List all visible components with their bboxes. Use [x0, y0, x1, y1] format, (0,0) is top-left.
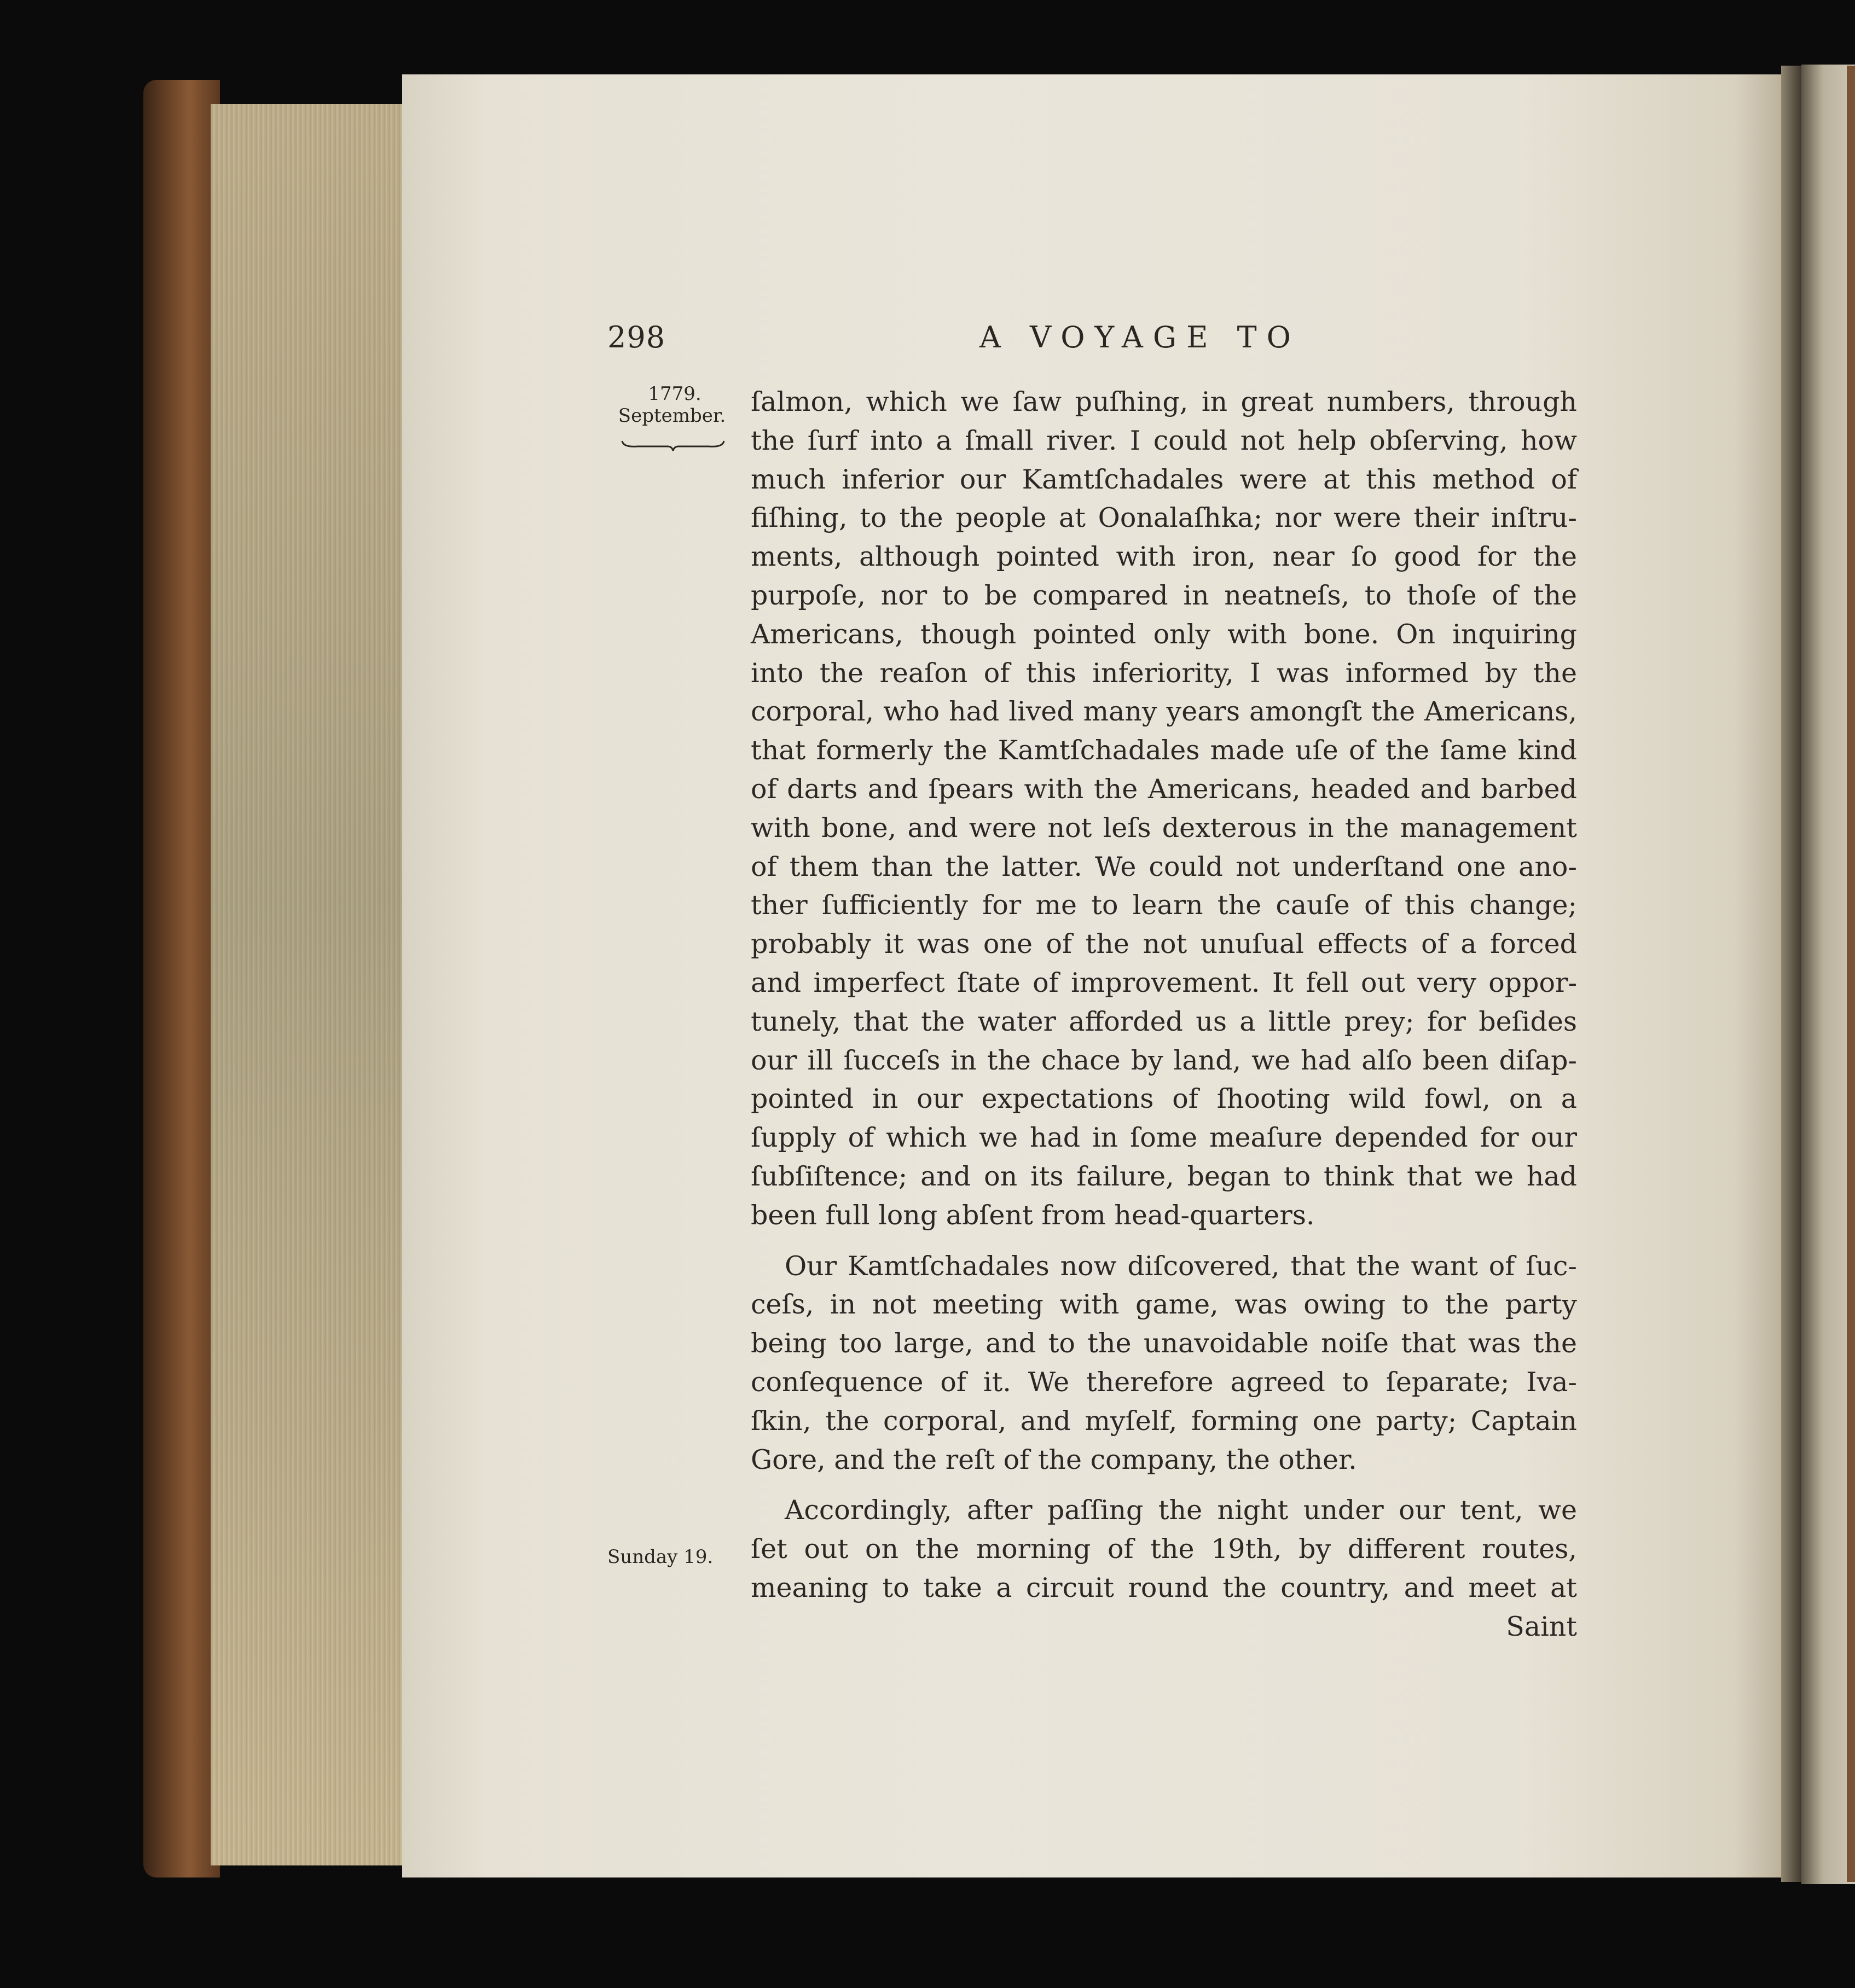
body-text [751, 383, 1577, 1647]
text-line: ceſs, in not meeting with game, was owing to the party [751, 1289, 1577, 1321]
catchword: Saint [1506, 1611, 1577, 1642]
text-line: tunely, that the water afforded us a little prey; for beſides [751, 1005, 1577, 1037]
text-line: of darts and ſpears with the Americans, headed and barbed [751, 773, 1577, 805]
text-line: ſkin, the corporal, and myſelf, forming one party; Captain [751, 1405, 1577, 1437]
paragraph-1 [751, 383, 1577, 1235]
text-line: been full long abſent from head-quarters. [751, 1199, 1315, 1231]
paragraph-gap [751, 1479, 1577, 1491]
page-number: 298 [607, 320, 666, 354]
text-line: the ſurf into a ſmall river. I could not help obſerving, how [751, 425, 1577, 456]
page-fore-edge-shade [211, 104, 409, 1865]
text-line: fiſhing, to the people at Oonalaſhka; nor were their inſtru- [751, 502, 1577, 534]
text-line: Americans, though pointed only with bone. On inquiring [751, 618, 1577, 650]
text-line: probably it was one of the not unuſual effects of a forced [751, 928, 1577, 960]
text-line: conſequence of it. We therefore agreed to ſeparate; Iva- [751, 1366, 1577, 1398]
text-line: and imperfect ſtate of improvement. It fell out very oppor- [751, 967, 1577, 998]
text-line: ther ſufficiently for me to learn the cauſe of this change; [751, 890, 1577, 921]
text-line: ſubſiſtence; and on its failure, began to think that we had [751, 1160, 1577, 1192]
margin-note-day: Sunday 19. [607, 1546, 714, 1568]
paragraph-gap [751, 1235, 1577, 1247]
text-line: ments, although pointed with iron, near ſo good for the [751, 541, 1577, 573]
margin-note-year: 1779. [648, 383, 702, 405]
text-line: purpoſe, nor to be compared in neatneſs, to thoſe of the [751, 579, 1577, 611]
text-line: ſalmon, which we ſaw puſhing, in great numbers, through [751, 386, 1577, 417]
paragraph-2 [751, 1247, 1577, 1480]
margin-brace-ornament [621, 438, 725, 453]
text-line: with bone, and were not leſs dexterous in the management [751, 812, 1577, 844]
text-line: that formerly the Kamtſchadales made uſe of the ſame kind [751, 735, 1577, 766]
text-line: our ill ſucceſs in the chace by land, we had alſo been diſap- [751, 1044, 1577, 1076]
text-line: being too large, and to the unavoidable noiſe that was the [751, 1328, 1577, 1359]
text-line: ſet out on the morning of the 19th, by different routes, [751, 1533, 1577, 1565]
text-line: of them than the latter. We could not underſtand one ano- [751, 851, 1577, 882]
text-line: pointed in our expectations of ſhooting wild fowl, on a [751, 1083, 1577, 1115]
running-title: A VOYAGE TO [979, 320, 1301, 354]
text-line: corporal, who had lived many years amongſt the Americans, [751, 696, 1577, 728]
running-head [0, 320, 1855, 364]
margin-note-month: September. [618, 405, 726, 427]
text-line: meaning to take a circuit round the country, and meet at [751, 1572, 1577, 1603]
paragraph-3 [751, 1491, 1577, 1607]
text-line: Gore, and the reſt of the company, the other. [751, 1444, 1357, 1475]
text-line: much inferior our Kamtſchadales were at this method of [751, 463, 1577, 495]
text-line: Accordingly, after paſſing the night under our tent, we [785, 1495, 1577, 1526]
text-line: into the reaſon of this inferiority, I was informed by the [751, 657, 1577, 689]
text-line: ſupply of which we had in ſome meaſure depended for our [751, 1122, 1577, 1154]
text-line: Our Kamtſchadales now diſcovered, that the want of ſuc- [785, 1250, 1577, 1282]
